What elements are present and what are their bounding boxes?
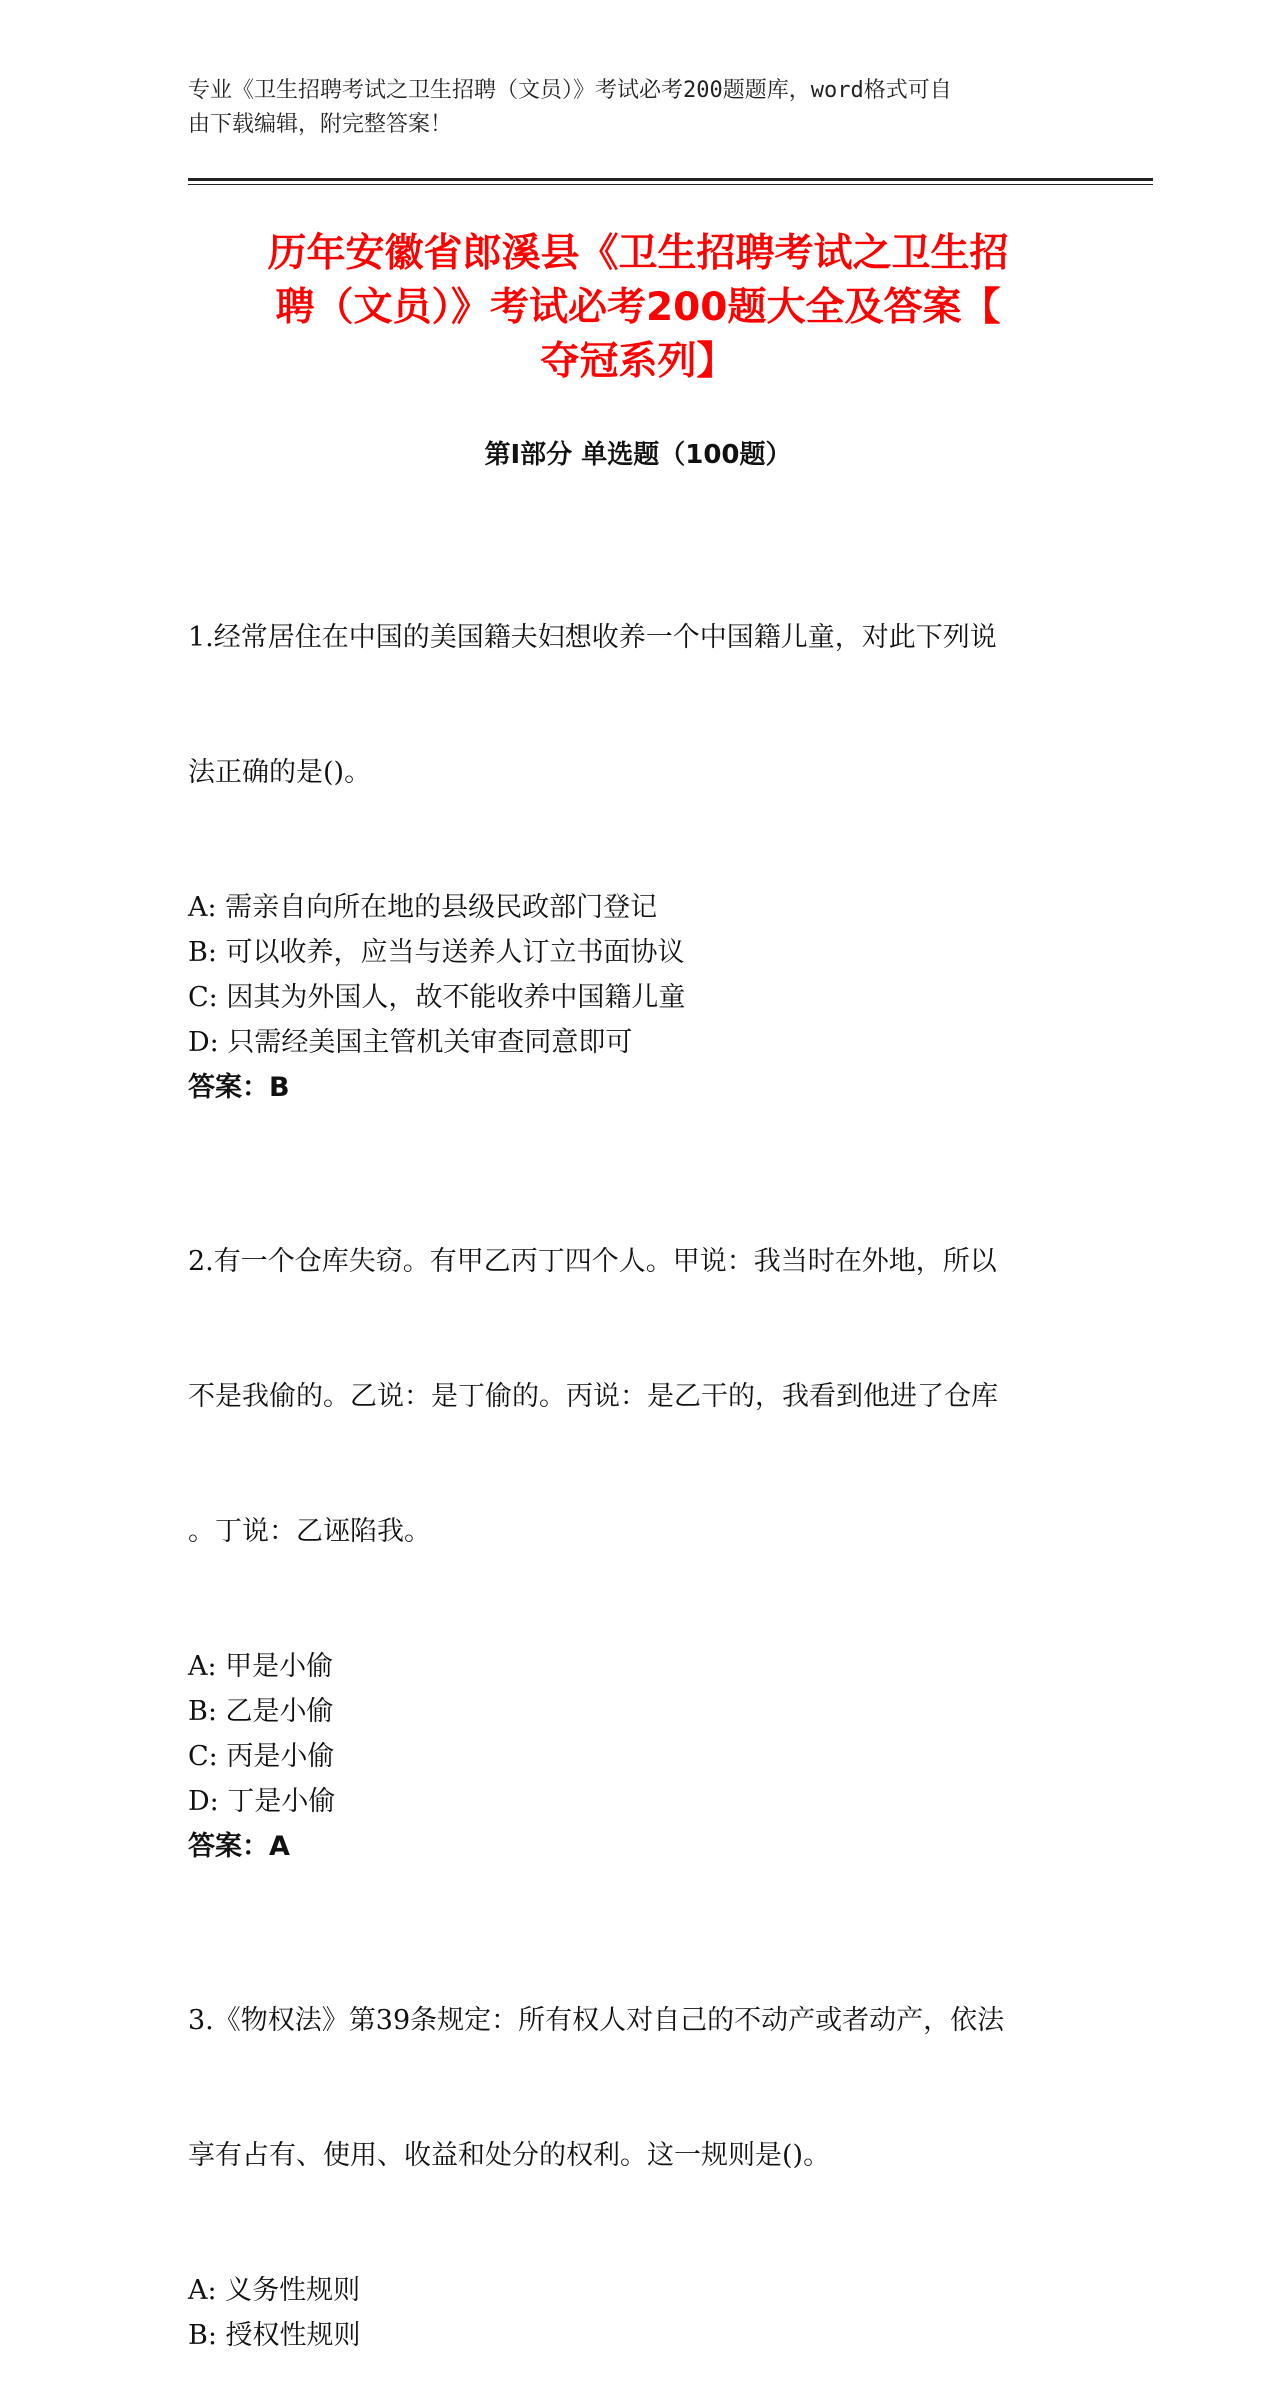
document-title [188, 227, 1088, 389]
question-stem-line: 3.《物权法》第39条规定：所有权人对自己的不动产或者动产，依法 [188, 2005, 1005, 2036]
question-2 [188, 1149, 1088, 1869]
question-stem-line: 不是我偷的。乙说：是丁偷的。丙说：是乙干的，我看到他进了仓库 [188, 1381, 998, 1412]
document-title-line-3: 夺冠系列】 [540, 339, 736, 384]
header-note-line-2: 由下载编辑，附完整答案！ [188, 112, 453, 137]
header-divider-thick [188, 178, 1153, 181]
question-stem-line: 2.有一个仓库失窃。有甲乙丙丁四个人。甲说：我当时在外地，所以 [188, 1246, 997, 1277]
header-note [188, 74, 1088, 142]
question-stem-line: 。丁说：乙诬陷我。 [188, 1516, 431, 1547]
question-2-stem [188, 1149, 1088, 1644]
question-2-option-b: B: 乙是小偷 [188, 1696, 334, 1727]
question-3-option-b: B: 授权性规则 [188, 2320, 361, 2351]
question-1-option-d: D: 只需经美国主管机关审查同意即可 [188, 1027, 633, 1058]
question-stem-line: 享有占有、使用、收益和处分的权利。这一规则是()。 [188, 2140, 831, 2171]
header-note-line-1: 专业《卫生招聘考试之卫生招聘（文员）》考试必考200题题库，word格式可自 [188, 78, 952, 103]
section-heading: 第Ⅰ部分 单选题（100题） [484, 440, 792, 470]
question-stem-line: 法正确的是()。 [188, 757, 372, 788]
question-1-stem [188, 525, 1088, 885]
question-2-answer: 答案：A [188, 1831, 290, 1862]
question-2-option-a: A: 甲是小偷 [188, 1651, 334, 1682]
question-1-answer: 答案：B [188, 1072, 290, 1103]
question-1-option-a: A: 需亲自向所在地的县级民政部门登记 [188, 892, 658, 923]
question-1 [188, 525, 1088, 1110]
header-divider-thin [188, 184, 1153, 185]
question-3-stem [188, 1908, 1088, 2268]
question-list [188, 525, 1088, 2397]
document-title-line-1: 历年安徽省郎溪县《卫生招聘考试之卫生招 [267, 231, 1009, 276]
question-2-option-d: D: 丁是小偷 [188, 1786, 336, 1817]
question-3 [188, 1908, 1088, 2358]
question-stem-line: 1.经常居住在中国的美国籍夫妇想收养一个中国籍儿童，对此下列说 [188, 622, 997, 653]
question-1-option-c: C: 因其为外国人，故不能收养中国籍儿童 [188, 982, 686, 1013]
document-title-line-2: 聘（文员）》考试必考200题大全及答案【 [275, 285, 1001, 330]
question-3-option-a: A: 义务性规则 [188, 2275, 361, 2306]
question-1-option-b: B: 可以收养，应当与送养人订立书面协议 [188, 937, 685, 968]
question-2-option-c: C: 丙是小偷 [188, 1741, 335, 1772]
